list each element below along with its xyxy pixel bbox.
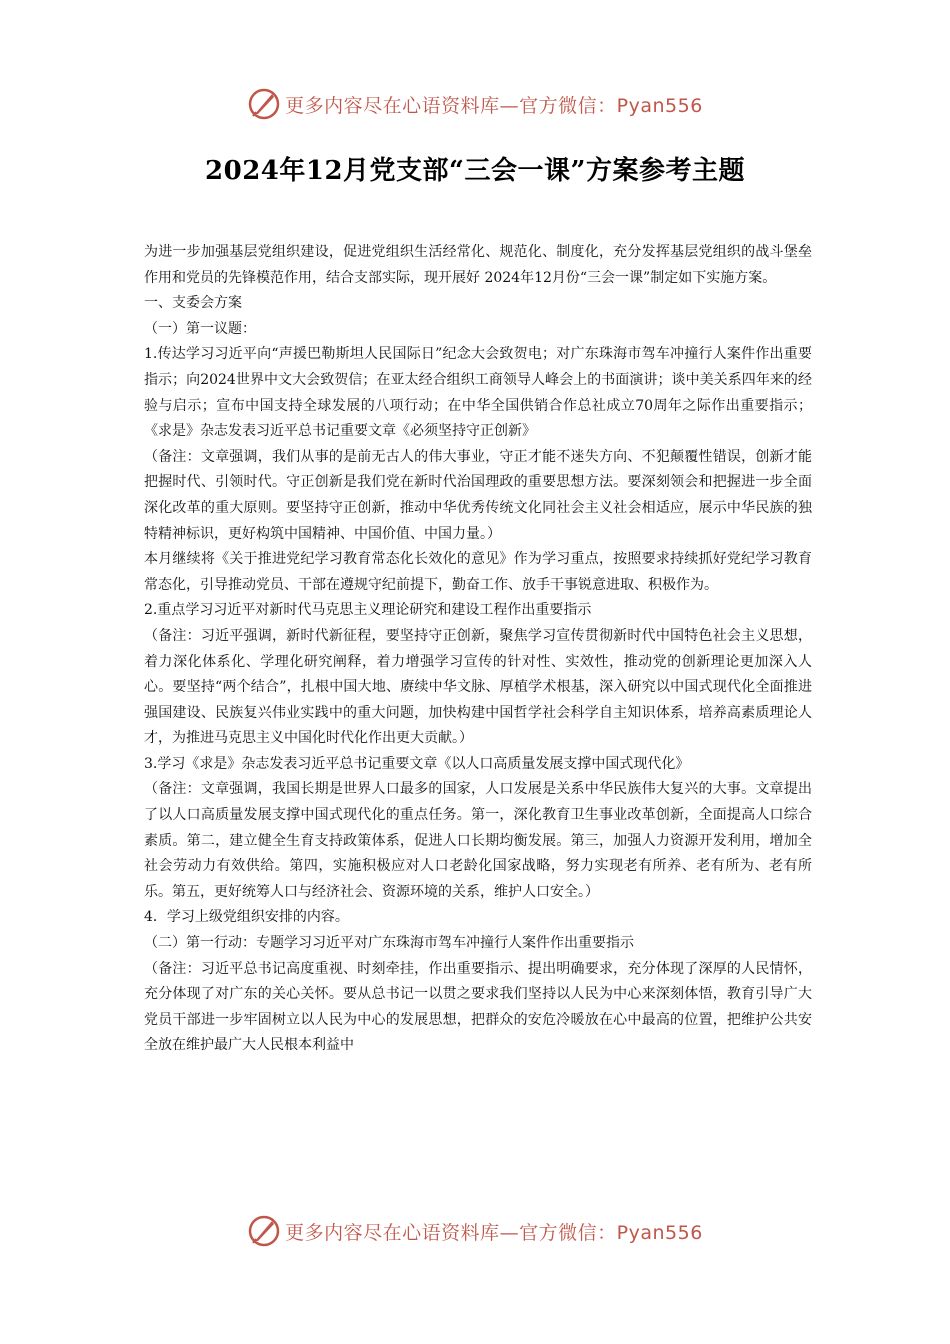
subsection-heading: （二）第一行动：专题学习习近平对广东珠海市驾车冲撞行人案件作出重要指示 (144, 935, 634, 952)
document-body (144, 240, 812, 1059)
note-paragraph: （备注：习近平强调，新时代新征程，要坚持守正创新，聚焦学习宣传贯彻新时代中国特色社会主义思想，着力深化体系化、学理化研究阐释，着力增强学习宣传的针对性、实效性，推动党的创新理论更加深入人心。要坚持“两个结合”，扎根中国大地、赓续中华文脉、厚植学术根基，深入研究以中国式现代化全面推进强国建设、民族复兴伟业实践中的重大问题，加快构建中国哲学社会科学自主知识体系，培养高素质理论人才，为推进马克思主义中国化时代化作出更大贡献。） (144, 627, 812, 747)
note-paragraph: （备注：文章强调，我们从事的是前无古人的伟大事业，守正才能不迷失方向、不犯颠覆性错误，创新才能把握时代、引领时代。守正创新是我们党在新时代治国理政的重要思想方法。要深刻领会和把握进一步全面深化改革的重大原则。要坚持守正创新，推动中华优秀传统文化同社会主义社会相适应，展示中华民族的独特精神标识，更好构筑中国精神、中国价值、中国力量。） (144, 448, 812, 542)
item-paragraph: 3.学习《求是》杂志发表习近平总书记重要文章《以人口高质量发展支撑中国式现代化》 (144, 755, 690, 772)
header-watermark-banner (0, 84, 950, 124)
quill-logo-icon (247, 1214, 281, 1248)
item-paragraph: 2.重点学习习近平对新时代马克思主义理论研究和建设工程作出重要指示 (144, 602, 592, 619)
subsection-heading: （一）第一议题： (144, 320, 256, 337)
section-heading: 一、支委会方案 (144, 295, 242, 312)
watermark-text: 更多内容尽在心语资料库—官方微信：Pyan556 (285, 1221, 703, 1244)
item-paragraph: 4．学习上级党组织安排的内容。 (144, 909, 349, 926)
intro-paragraph: 为进一步加强基层党组织建设，促进党组织生活经常化、规范化、制度化，充分发挥基层党组织的战斗堡垒作用和党员的先锋模范作用，结合支部实际，现开展好 2024年12月份“三会一课”制定如下实施方案。 (144, 244, 812, 286)
quill-logo-icon (247, 87, 281, 121)
footer-watermark-banner (0, 1211, 950, 1251)
note-paragraph: （备注：文章强调，我国长期是世界人口最多的国家，人口发展是关系中华民族伟大复兴的大事。文章提出了以人口高质量发展支撑中国式现代化的重点任务。第一，深化教育卫生事业改革创新，全面提高人口综合素质。第二，建立健全生育支持政策体系，促进人口长期均衡发展。第三，加强人力资源开发利用，增加全社会劳动力有效供给。第四，实施积极应对人口老龄化国家战略，努力实现老有所养、老有所为、老有所乐。第五，更好统筹人口与经济社会、资源环境的关系，维护人口安全。） (144, 781, 812, 900)
wechat-id: Pyan556 (616, 1221, 703, 1244)
body-paragraph: 本月继续将《关于推进党纪学习教育常态化长效化的意见》作为学习重点，按照要求持续抓好党纪学习教育常态化，引导推动党员、干部在遵规守纪前提下，勤奋工作、放手干事锐意进取、积极作为。 (144, 551, 812, 593)
watermark-text: 更多内容尽在心语资料库—官方微信：Pyan556 (285, 94, 703, 117)
wechat-id: Pyan556 (616, 94, 703, 117)
note-paragraph: （备注：习近平总书记高度重视、时刻牵挂，作出重要指示、提出明确要求，充分体现了深厚的人民情怀，充分体现了对广东的关心关怀。要从总书记一以贯之要求我们坚持以人民为中心来深刻体悟，教育引导广大党员干部进一步牢固树立以人民为中心的发展思想，把群众的安危冷暖放在心中最高的位置，把维护公共安全放在维护最广大人民根本利益中 (144, 960, 812, 1054)
item-paragraph: 1.传达学习习近平向“声援巴勒斯坦人民国际日”纪念大会致贺电；对广东珠海市驾车冲撞行人案件作出重要指示；向2024世界中文大会致贺信；在亚太经合组织工商领导人峰会上的书面演讲；谈中美关系四年来的经验与启示；宣布中国支持全球发展的八项行动；在中华全国供销合作总社成立70周年之际作出重要指示；《求是》杂志发表习近平总书记重要文章《必须坚持守正创新》 (144, 346, 812, 440)
document-title: 2024年12月党支部“三会一课”方案参考主题 (205, 156, 745, 186)
